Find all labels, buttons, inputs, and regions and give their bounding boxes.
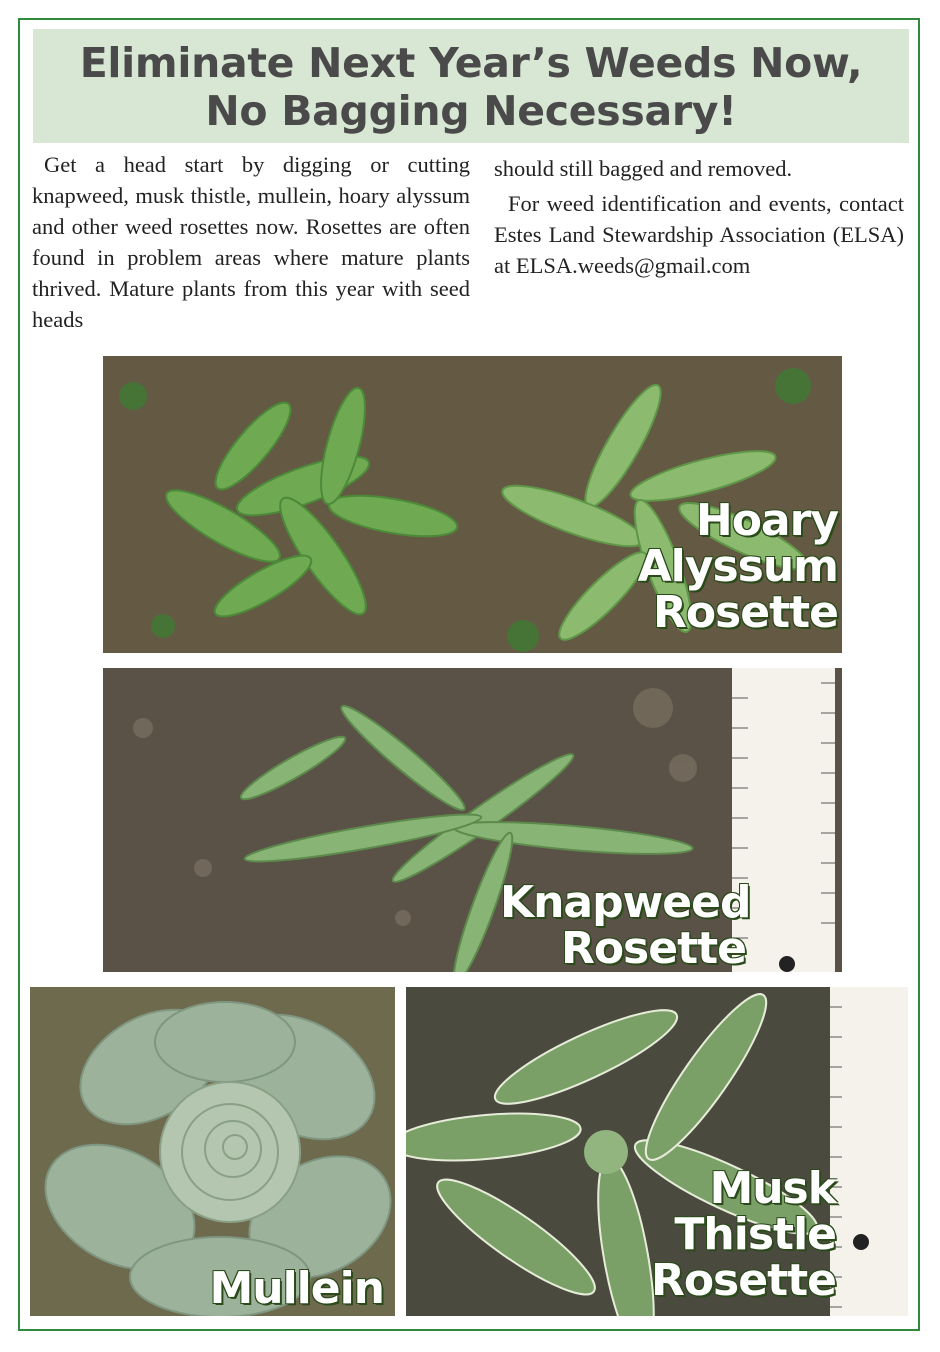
page-title xyxy=(33,29,909,135)
mullein-label: Mullein xyxy=(209,1263,384,1314)
body-column-right xyxy=(494,153,904,281)
bagging-paragraph: should still bagged and removed. xyxy=(494,156,793,181)
contact-paragraph: For weed identification and events, contact Estes Land Stewardship Association (ELSA) at ELSA.weeds@gmail.com xyxy=(494,191,904,278)
body-column-left xyxy=(32,149,470,335)
intro-paragraph: Get a head start by digging or cutting knapweed, musk thistle, mullein, hoary alyssum and other weed rosettes now. Rosettes are often found in problem areas where mature plants thrived. Mature plants from this year with seed heads xyxy=(32,152,470,332)
title-line-2: No Bagging Necessary! xyxy=(205,87,737,135)
title-banner xyxy=(33,29,909,143)
knapweed-label: Knapweed Rosette xyxy=(500,877,751,975)
title-line-1: Eliminate Next Year’s Weeds Now, xyxy=(79,39,863,87)
musk-thistle-label: Musk Thistle Rosette xyxy=(650,1163,836,1307)
hoary-alyssum-label: Hoary Alyssum Rosette xyxy=(637,495,838,639)
